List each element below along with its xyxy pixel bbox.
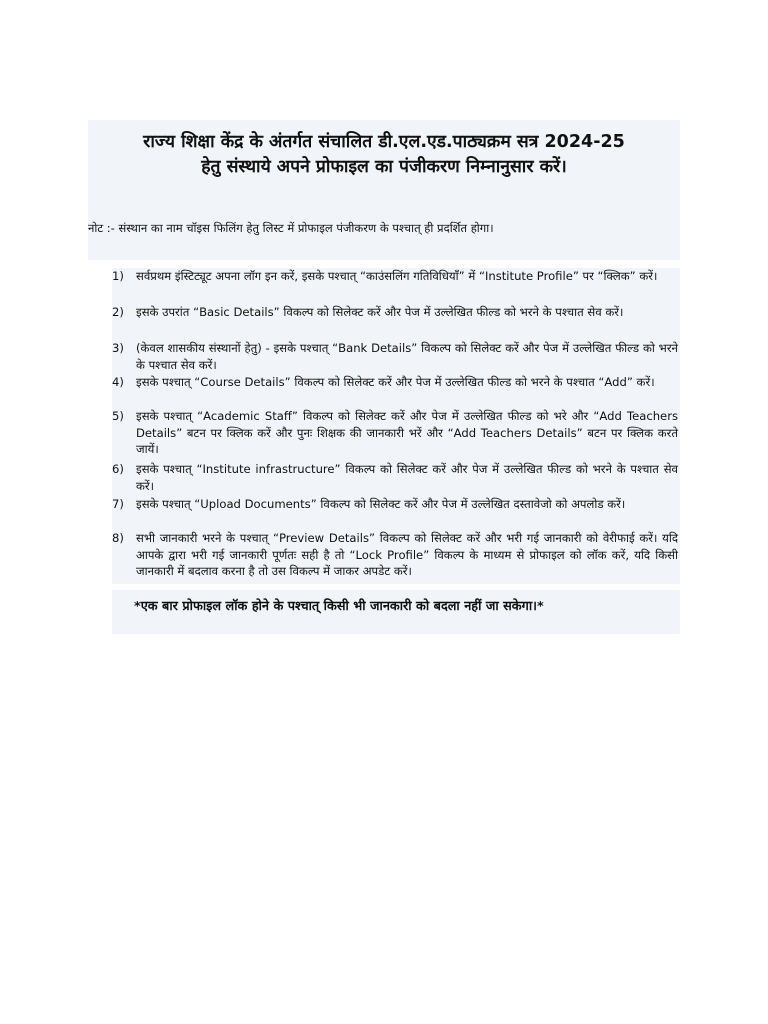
warning-text: *एक बार प्रोफाइल लॉक होने के पश्चात् किसी भी जानकारी को बदला नहीं जा सकेगा।* bbox=[134, 599, 544, 614]
step-text: (केवल शासकीय संस्थानों हेतु) - इसके पश्चात् “Bank Details” विकल्प को सिलेक्ट करें और पेज में उल्लेखित फील्ड को भरने के पश्चात सेव करें। bbox=[136, 341, 678, 372]
step-text: सभी जानकारी भरने के पश्चात् “Preview Details” विकल्प को सिलेक्ट करें और भरी गई जानकारी को वेरीफाई करें। यदि आपके द्वारा भरी गई जानकारी पूर्णतः सही है तो “Lock Profile” विकल्प के माध्यम से प्रोफाइल को लॉक करें, यदि किसी जानकारी में बदलाव करना है तो उस विकल्प में जाकर अपडेट करें। bbox=[136, 531, 678, 578]
step-text: सर्वप्रथम इंस्टिट्यूट अपना लॉग इन करें, इसके पश्चात् “काउंसलिंग गतिविधियाँ” में “Institute Profile” पर “क्लिक” करें। bbox=[136, 269, 658, 283]
step-number: 1) bbox=[112, 269, 124, 283]
title-line-2: हेतु संस्थाये अपने प्रोफाइल का पंजीकरण निम्नानुसार करें। bbox=[201, 157, 567, 177]
note-block bbox=[88, 206, 680, 260]
title-line-1: राज्य शिक्षा केंद्र के अंतर्गत संचालित डी.एल.एड.पाठ्यक्रम सत्र 2024-25 bbox=[143, 132, 625, 152]
step-number: 6) bbox=[112, 462, 124, 476]
step-number: 3) bbox=[112, 341, 124, 355]
warning-block bbox=[112, 590, 680, 634]
step-number: 2) bbox=[112, 305, 124, 319]
step-number: 5) bbox=[112, 409, 124, 423]
step-number: 7) bbox=[112, 497, 124, 511]
document-title bbox=[88, 120, 680, 180]
steps-list bbox=[112, 268, 680, 584]
step-text: इसके उपरांत “Basic Details” विकल्प को सिलेक्ट करें और पेज में उल्लेखित फील्ड को भरने के पश्चात सेव करें। bbox=[136, 305, 624, 319]
note-text: नोट :- संस्थान का नाम चॉइस फिलिंग हेतु लिस्ट में प्रोफाइल पंजीकरण के पश्चात् ही प्रदर्शित होगा। bbox=[88, 221, 494, 235]
step-text: इसके पश्चात् “Academic Staff” विकल्प को सिलेक्ट करें और पेज में उल्लेखित फील्ड को भरे और “Add Teachers Details” बटन पर क्लिक करें और पुनः शिक्षक की जानकारी भरें और “Add Teachers Details” बटन पर क्लिक करते जायें। bbox=[136, 409, 678, 456]
step-text: इसके पश्चात् “Course Details” विकल्प को सिलेक्ट करें और पेज में उल्लेखित फील्ड को भरने के पश्चात “Add” करें। bbox=[136, 375, 655, 389]
step-text: इसके पश्चात् “Institute infrastructure” विकल्प को सिलेक्ट करें और पेज में उल्लेखित फील्ड को भरने के पश्चात सेव करें। bbox=[136, 462, 678, 493]
title-block bbox=[88, 120, 680, 206]
step-number: 8) bbox=[112, 531, 124, 545]
step-text: इसके पश्चात् “Upload Documents” विकल्प को सिलेक्ट करें और पेज में उल्लेखित दस्तावेजो को अपलोड करें। bbox=[136, 497, 626, 511]
step-number: 4) bbox=[112, 375, 124, 389]
